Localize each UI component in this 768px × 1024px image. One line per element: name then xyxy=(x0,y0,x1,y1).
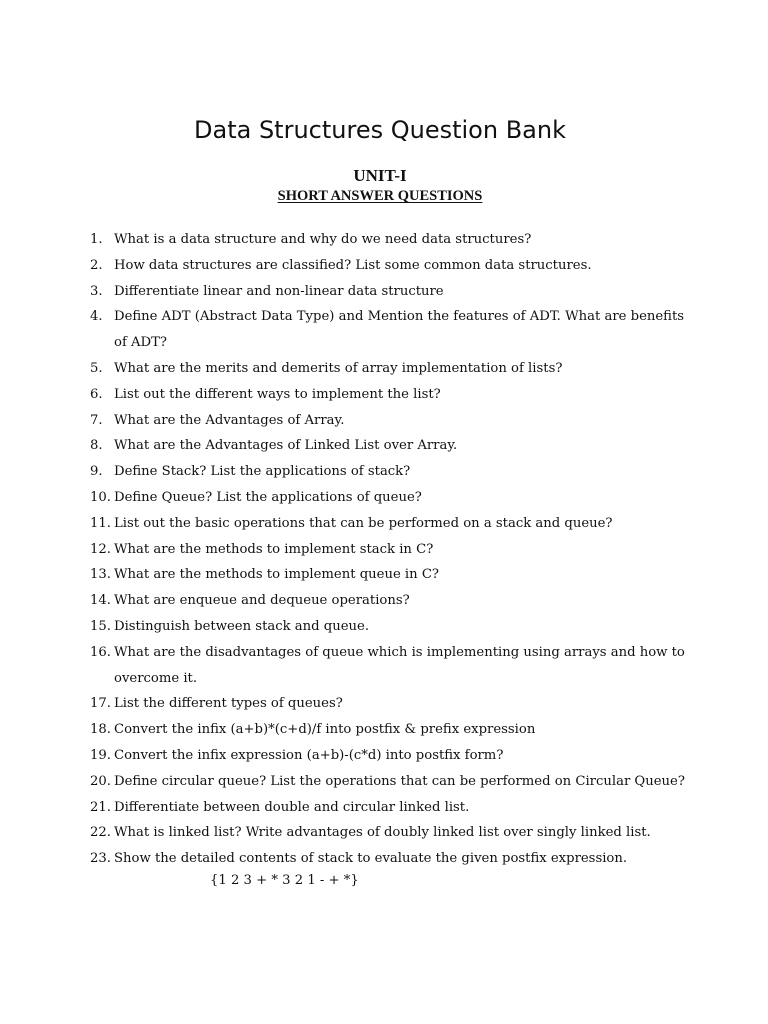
section-heading-text: SHORT ANSWER QUESTIONS xyxy=(277,188,483,204)
question-number: 16. xyxy=(90,644,111,660)
question-item xyxy=(90,588,690,614)
question-item xyxy=(90,304,690,356)
question-item xyxy=(90,279,690,305)
question-item xyxy=(90,537,690,563)
question-number: 14. xyxy=(90,593,111,609)
question-text: Convert the infix expression (a+b)-(c*d) into postfix form? xyxy=(114,747,504,763)
question-item xyxy=(90,691,690,717)
question-item xyxy=(90,459,690,485)
question-text: Define Queue? List the applications of queue? xyxy=(114,489,422,505)
question-number: 15. xyxy=(90,618,111,634)
question-text: Show the detailed contents of stack to evaluate the given postfix expression. xyxy=(114,851,628,867)
question-number: 1. xyxy=(90,232,103,247)
question-list xyxy=(90,227,690,872)
question-item xyxy=(90,382,690,408)
question-text: What is linked list? Write advantages of doubly linked list over singly linked list. xyxy=(114,825,651,841)
question-text: Define ADT (Abstract Data Type) and Mention the features of ADT. What are benefits of ADT? xyxy=(114,309,685,351)
question-text: List out the basic operations that can be performed on a stack and queue? xyxy=(114,515,613,531)
question-number: 13. xyxy=(90,567,111,583)
question-text: Differentiate between double and circular linked list. xyxy=(114,799,470,815)
question-text: Convert the infix (a+b)*(c+d)/f into postfix & prefix expression xyxy=(114,722,536,738)
question-text: Define circular queue? List the operations that can be performed on Circular Queue? xyxy=(114,773,685,789)
question-number: 22. xyxy=(90,825,111,841)
question-number: 18. xyxy=(90,722,111,738)
question-item xyxy=(90,743,690,769)
question-item xyxy=(90,485,690,511)
question-item xyxy=(90,253,690,279)
question-number: 9. xyxy=(90,464,103,480)
question-number: 23. xyxy=(90,851,111,867)
section-heading xyxy=(0,188,760,205)
question-number: 11. xyxy=(90,515,111,531)
question-number: 7. xyxy=(90,412,103,428)
question-item xyxy=(90,408,690,434)
question-number: 19. xyxy=(90,747,111,763)
question-item xyxy=(90,227,690,253)
postfix-expression: {1 2 3 + * 3 2 1 - + *} xyxy=(210,873,359,888)
question-text: List the different types of queues? xyxy=(114,696,343,712)
question-text: Differentiate linear and non-linear data structure xyxy=(114,283,444,299)
question-item xyxy=(90,640,690,692)
question-number: 8. xyxy=(90,438,103,454)
question-number: 20. xyxy=(90,773,111,789)
question-item xyxy=(90,795,690,821)
question-item xyxy=(90,769,690,795)
question-text: What is a data structure and why do we need data structures? xyxy=(114,232,532,247)
question-item xyxy=(90,614,690,640)
question-item xyxy=(90,433,690,459)
question-text: What are the disadvantages of queue which is implementing using arrays and how to overcome it. xyxy=(114,644,685,686)
question-text: How data structures are classified? List some common data structures. xyxy=(114,257,592,273)
question-text: Distinguish between stack and queue. xyxy=(114,618,370,634)
question-text: What are the Advantages of Array. xyxy=(114,412,345,428)
question-item xyxy=(90,562,690,588)
question-text: What are the merits and demerits of array implementation of lists? xyxy=(114,360,563,376)
question-text: List out the different ways to implement the list? xyxy=(114,386,441,402)
question-number: 10. xyxy=(90,489,111,505)
question-item xyxy=(90,846,690,872)
question-number: 21. xyxy=(90,799,111,815)
question-text: What are the Advantages of Linked List over Array. xyxy=(114,438,458,454)
question-number: 12. xyxy=(90,541,111,557)
question-text: What are enqueue and dequeue operations? xyxy=(114,593,410,609)
question-text: Define Stack? List the applications of stack? xyxy=(114,464,411,480)
question-text: What are the methods to implement stack in C? xyxy=(114,541,434,557)
question-number: 5. xyxy=(90,360,103,376)
question-item xyxy=(90,511,690,537)
question-number: 3. xyxy=(90,283,103,299)
document-title: Data Structures Question Bank xyxy=(194,116,566,144)
question-item xyxy=(90,820,690,846)
question-number: 4. xyxy=(90,309,103,325)
question-number: 2. xyxy=(90,257,103,273)
question-item xyxy=(90,717,690,743)
question-text: What are the methods to implement queue in C? xyxy=(114,567,439,583)
question-number: 6. xyxy=(90,386,103,402)
question-item xyxy=(90,356,690,382)
question-number: 17. xyxy=(90,696,111,712)
unit-heading: UNIT-I xyxy=(353,166,407,185)
